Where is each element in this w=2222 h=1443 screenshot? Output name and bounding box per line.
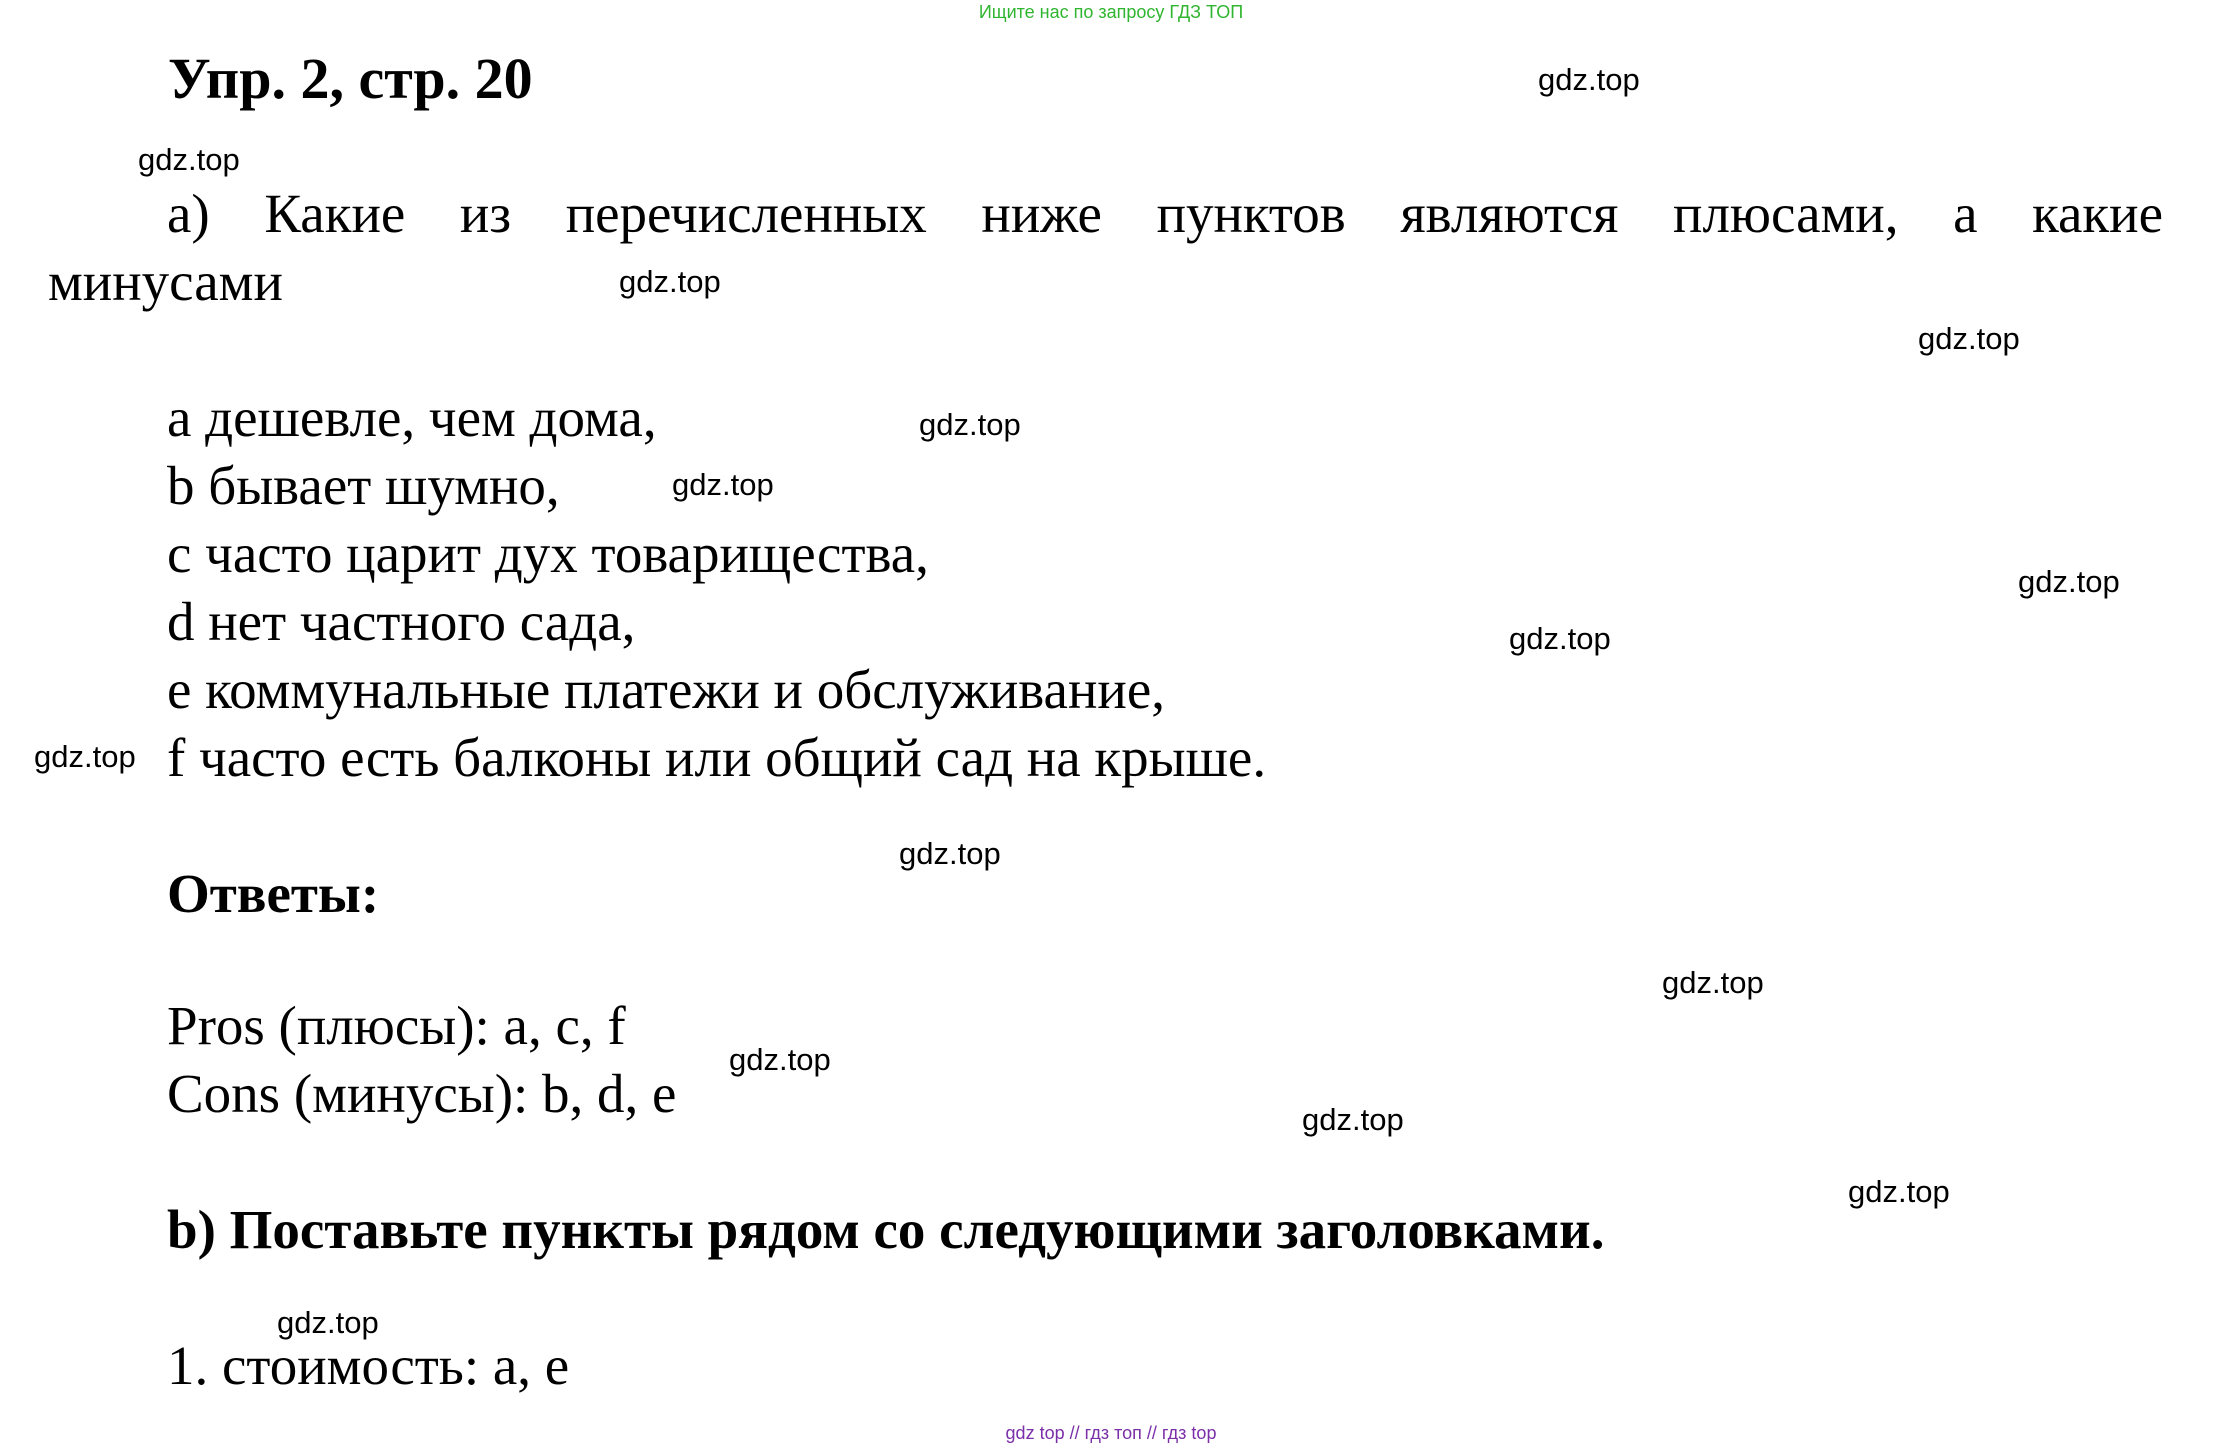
watermark: gdz.top bbox=[138, 142, 240, 177]
watermark: gdz.top bbox=[1662, 965, 1764, 1000]
watermark: gdz.top bbox=[277, 1305, 379, 1340]
question-a-line2: минусами bbox=[48, 251, 283, 312]
watermark: gdz.top bbox=[672, 467, 774, 502]
list-item-a: a дешевле, чем дома, bbox=[167, 387, 657, 448]
page-title: Упр. 2, стр. 20 bbox=[168, 46, 533, 111]
watermark: gdz.top bbox=[899, 836, 1001, 871]
list-item-b: b бывает шумно, bbox=[167, 455, 560, 516]
bottom-banner: gdz top // гдз топ // гдз top bbox=[1005, 1423, 1217, 1443]
watermark: gdz.top bbox=[34, 739, 136, 774]
list-item-e: e коммунальные платежи и обслуживание, bbox=[167, 659, 1165, 720]
answers-heading: Ответы: bbox=[167, 863, 380, 924]
watermark: gdz.top bbox=[1848, 1174, 1950, 1209]
list-item-c: c часто царит дух товарищества, bbox=[167, 523, 929, 584]
watermark: gdz.top bbox=[1302, 1102, 1404, 1137]
answer-cons: Cons (минусы): b, d, e bbox=[167, 1063, 677, 1124]
list-item-f: f часто есть балконы или общий сад на крыше. bbox=[167, 727, 1267, 788]
watermark: gdz.top bbox=[729, 1042, 831, 1077]
watermark: gdz.top bbox=[919, 407, 1021, 442]
watermark: gdz.top bbox=[2018, 564, 2120, 599]
answer-b1: 1. стоимость: a, e bbox=[167, 1335, 570, 1396]
watermark: gdz.top bbox=[619, 264, 721, 299]
question-b: b) Поставьте пункты рядом со следующими заголовками. bbox=[167, 1199, 1605, 1260]
watermark: gdz.top bbox=[1509, 621, 1611, 656]
watermark: gdz.top bbox=[1918, 321, 2020, 356]
list-item-d: d нет частного сада, bbox=[167, 591, 636, 652]
watermark: gdz.top bbox=[1538, 62, 1640, 97]
question-a-line1: а) Какие из перечисленных ниже пунктов являются плюсами, а какие bbox=[167, 183, 2163, 244]
top-banner: Ищите нас по запросу ГДЗ ТОП bbox=[978, 2, 1244, 22]
answer-pros: Pros (плюсы): a, c, f bbox=[167, 995, 626, 1056]
